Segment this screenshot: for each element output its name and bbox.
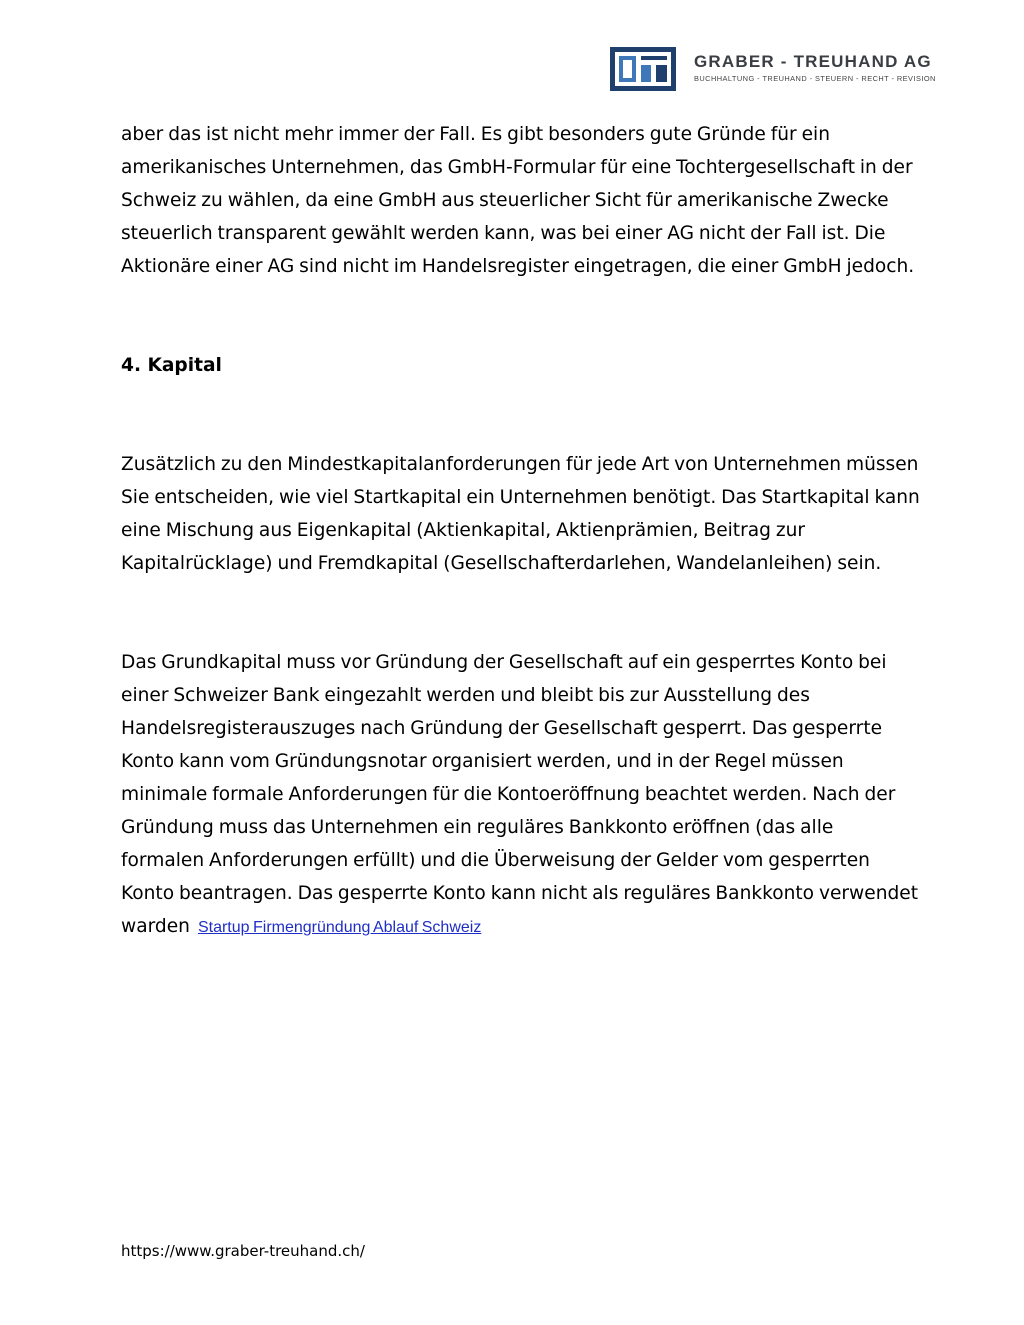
body-paragraph-2: Zusätzlich zu den Mindestkapitalanforderungen für jede Art von Unternehmen müssen Sie entscheiden, wie viel Startkapital ein Unternehmen benötigt. Das Startkapital kann eine Mischung aus Eigenkapital (Aktienkapital, Aktienprämien, Beitrag zur Kapitalrücklage) und Fremdkapital (Gesellschafterdarlehen, Wandelanleihen) sein. xyxy=(121,454,920,574)
graber-g-logo-icon xyxy=(610,47,676,91)
company-logo xyxy=(610,47,990,93)
body-paragraph-3-text: Das Grundkapital muss vor Gründung der Gesellschaft auf ein gesperrtes Konto bei einer Schweizer Bank eingezahlt werden und bleibt bis zur Ausstellung des Handelsregisterauszuges nach Gründung der Gesellschaft gesperrt. Das gesperrte Konto kann vom Gründungsnotar organisiert werden, und in der Regel müssen minimale formale Anforderungen für die Kontoeröffnung beachtet werden. Nach der Gründung muss das Unternehmen ein reguläres Bankkonto eröffnen (das alle formalen Anforderungen erfüllt) und die Überweisung der Gelder vom gesperrten Konto beantragen. Das gesperrte Konto kann nicht als reguläres Bankkonto verwendet warden xyxy=(121,652,919,937)
footer-url: https://www.graber-treuhand.ch/ xyxy=(121,1242,365,1260)
body-paragraph-3 xyxy=(121,646,921,944)
document-body xyxy=(121,118,921,944)
section-heading: 4. Kapital xyxy=(121,355,222,376)
body-paragraph-1: aber das ist nicht mehr immer der Fall. Es gibt besonders gute Gründe für ein amerikanisches Unternehmen, das GmbH-Formular für eine Tochtergesellschaft in der Schweiz zu wählen, da eine GmbH aus steuerlicher Sicht für amerikanische Zwecke steuerlich transparent gewählt werden kann, was bei einer AG nicht der Fall ist. Die Aktionäre einer AG sind nicht im Handelsregister eingetragen, die einer GmbH jedoch. xyxy=(121,124,915,277)
company-name: GRABER - TREUHAND AG xyxy=(694,52,932,71)
company-tagline: BUCHHALTUNG - TREUHAND - STEUERN - RECHT - REVISION xyxy=(694,74,936,83)
startup-guide-link[interactable]: Startup Firmengründung Ablauf Schweiz xyxy=(197,919,482,936)
